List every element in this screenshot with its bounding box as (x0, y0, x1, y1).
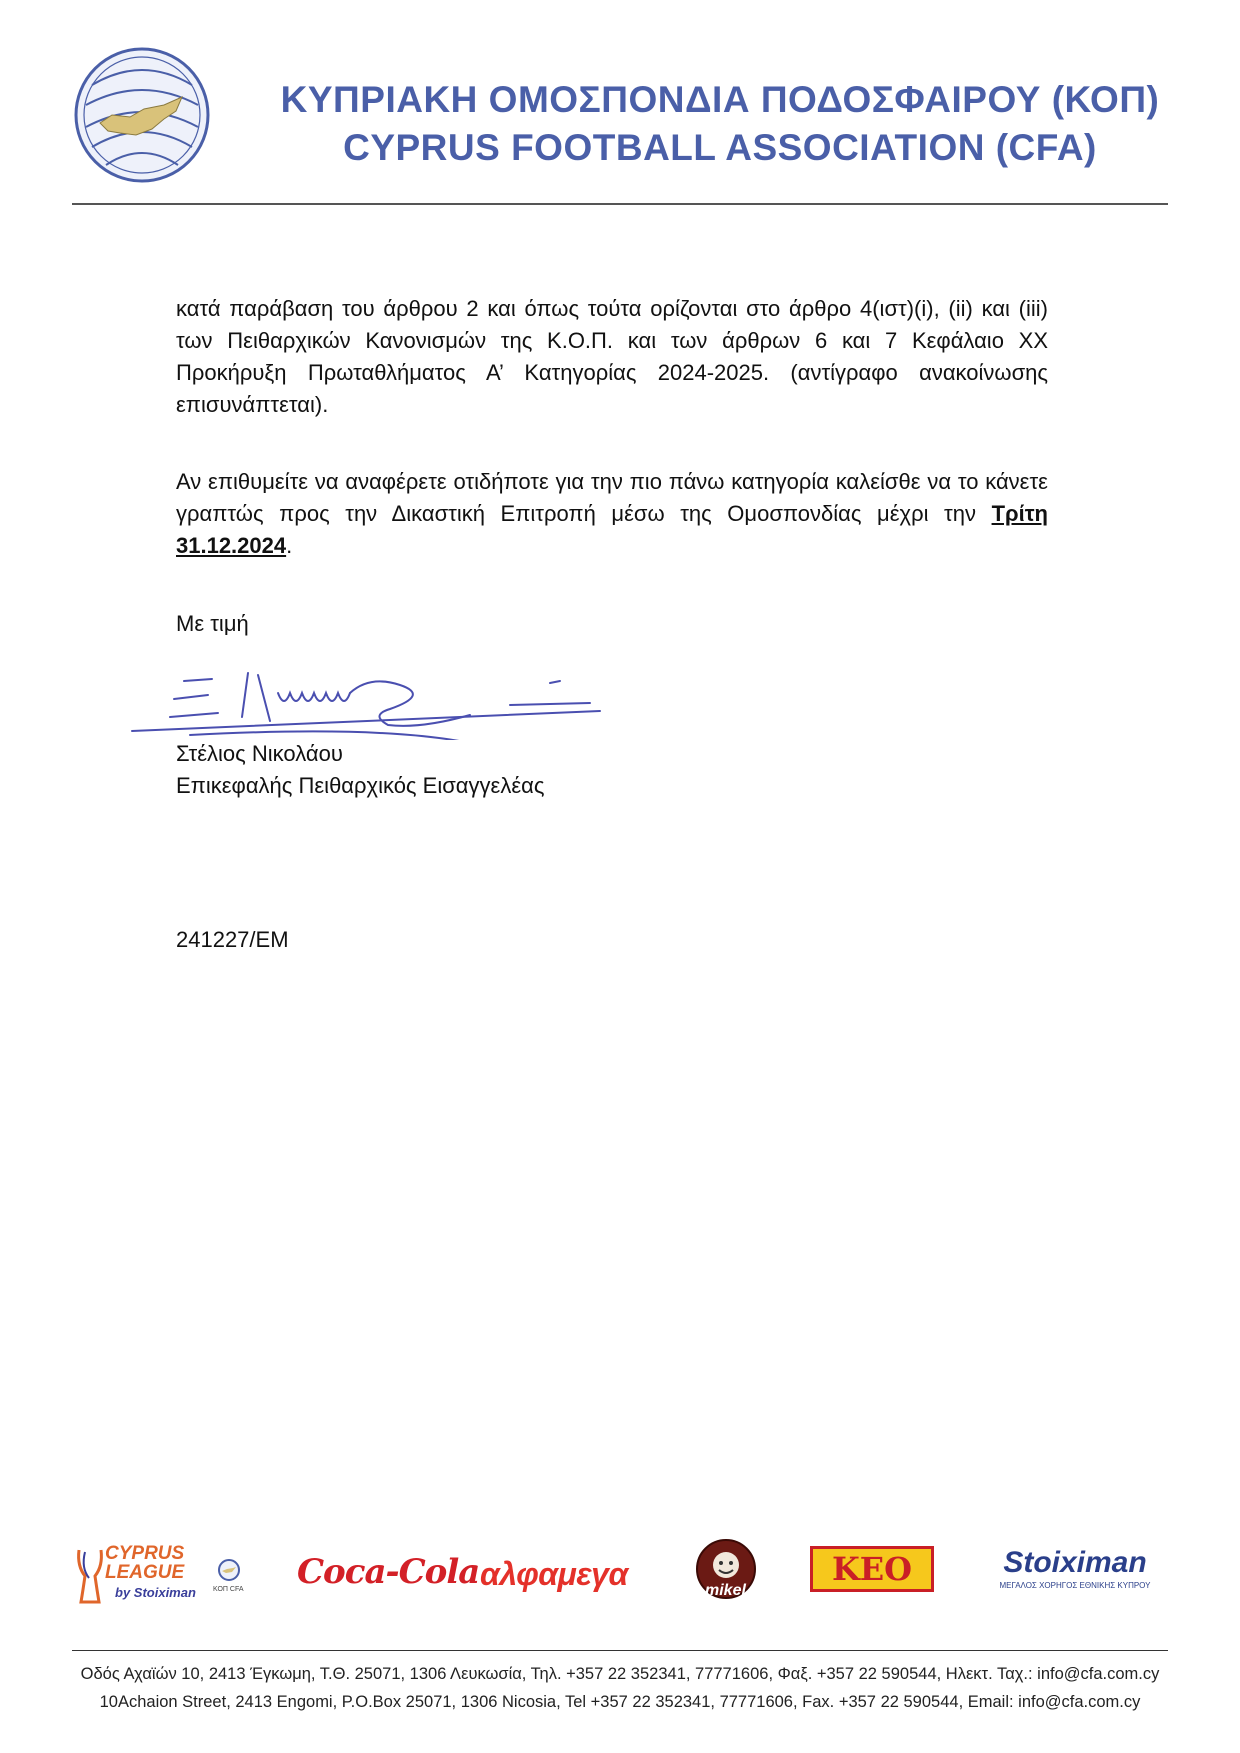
instructions-text: Αν επιθυμείτε να αναφέρετε οτιδήποτε για την πιο πάνω κατηγορία καλείσθε να το κάνετε γραπτώς προς την Δικαστική Επιτροπή μέσω της Ομοσπονδίας μέχρι την (176, 469, 1048, 526)
signature-icon (130, 665, 620, 740)
cyprus-league-word1: CYPRUS (105, 1543, 185, 1564)
cfa-emblem-icon (72, 45, 212, 185)
title-greek: ΚΥΠΡΙΑΚΗ ΟΜΟΣΠΟΝΔΙΑ ΠΟΔΟΣΦΑΙΡΟΥ (ΚΟΠ) (280, 79, 1160, 120)
cyprus-league-logo (75, 1544, 245, 1608)
cfa-mini-emblem-icon (217, 1558, 241, 1582)
footer-line-english: 10Achaion Street, 2413 Engomi, P.O.Box 25071, 1306 Nicosia, Tel +357 22 352341, 77771606, Fax. +357 22 590544, Email: info@cfa.com.cy (99, 1693, 1141, 1711)
closing-salutation: Με τιμή (176, 611, 249, 636)
association-title (240, 76, 1200, 172)
paragraph-charges: κατά παράβαση του άρθρου 2 και όπως τούτα ορίζονται στο άρθρο 4(ιστ)(i), (ii) και (iii) των Πειθαρχικών Κανονισμών της Κ.Ο.Π. και των άρθρων 6 και 7 Κεφάλαιο ΧΧ Προκήρυξη Πρωταθλήματος Α’ Κατηγορίας 2024-2025. (αντίγραφο ανακοίνωσης επισυνάπτεται). (176, 296, 1048, 417)
cfa-logo (72, 45, 212, 185)
header-divider (72, 203, 1168, 205)
stoiximan-logo (975, 1546, 1175, 1592)
alphamega-logo: αλφαμεγα (480, 1556, 628, 1592)
cfa-mini-text: ΚΟΠ CFA (213, 1586, 244, 1593)
mikel-text: mikel (705, 1582, 746, 1599)
deadline-suffix: . (286, 533, 293, 558)
stoiximan-word: Stoiximan (1003, 1546, 1147, 1579)
signature (130, 665, 620, 740)
cyprus-league-word2: LEAGUE (105, 1562, 185, 1583)
stoiximan-tagline: ΜΕΓΑΛΟΣ ΧΟΡΗΓΟΣ ΕΘΝΙΚΗΣ ΚΥΠΡΟΥ (999, 1581, 1151, 1590)
cocacola-logo: Coca-Cola (297, 1552, 480, 1592)
mikel-logo (691, 1538, 761, 1608)
footer-divider (72, 1650, 1168, 1651)
sponsor-bar (75, 1540, 1175, 1610)
keo-logo: ΚΕΟ (810, 1546, 934, 1592)
reference-number: 241227/ΕΜ (176, 927, 289, 952)
paragraph-instructions (176, 466, 1048, 562)
signatory-title: Επικεφαλής Πειθαρχικός Εισαγγελέας (176, 773, 545, 798)
signatory-block (176, 738, 1048, 802)
footer-line-greek: Οδός Αχαϊών 10, 2413 Έγκωμη, Τ.Θ. 25071, 1306 Λευκωσία, Τηλ. +357 22 352341, 77771606, Φαξ. +357 22 590544, Ηλεκτ. Ταχ.: info@cfa.com.cy (80, 1665, 1160, 1683)
signatory-name: Στέλιος Νικολάου (176, 741, 343, 766)
trophy-icon (75, 1546, 105, 1606)
footer-address (60, 1660, 1180, 1716)
title-english: CYPRUS FOOTBALL ASSOCIATION (CFA) (343, 127, 1097, 168)
cyprus-league-sponsor: by Stoiximan (115, 1585, 196, 1600)
deadline-date: Τρίτη 31.12.2024 (176, 501, 1048, 558)
